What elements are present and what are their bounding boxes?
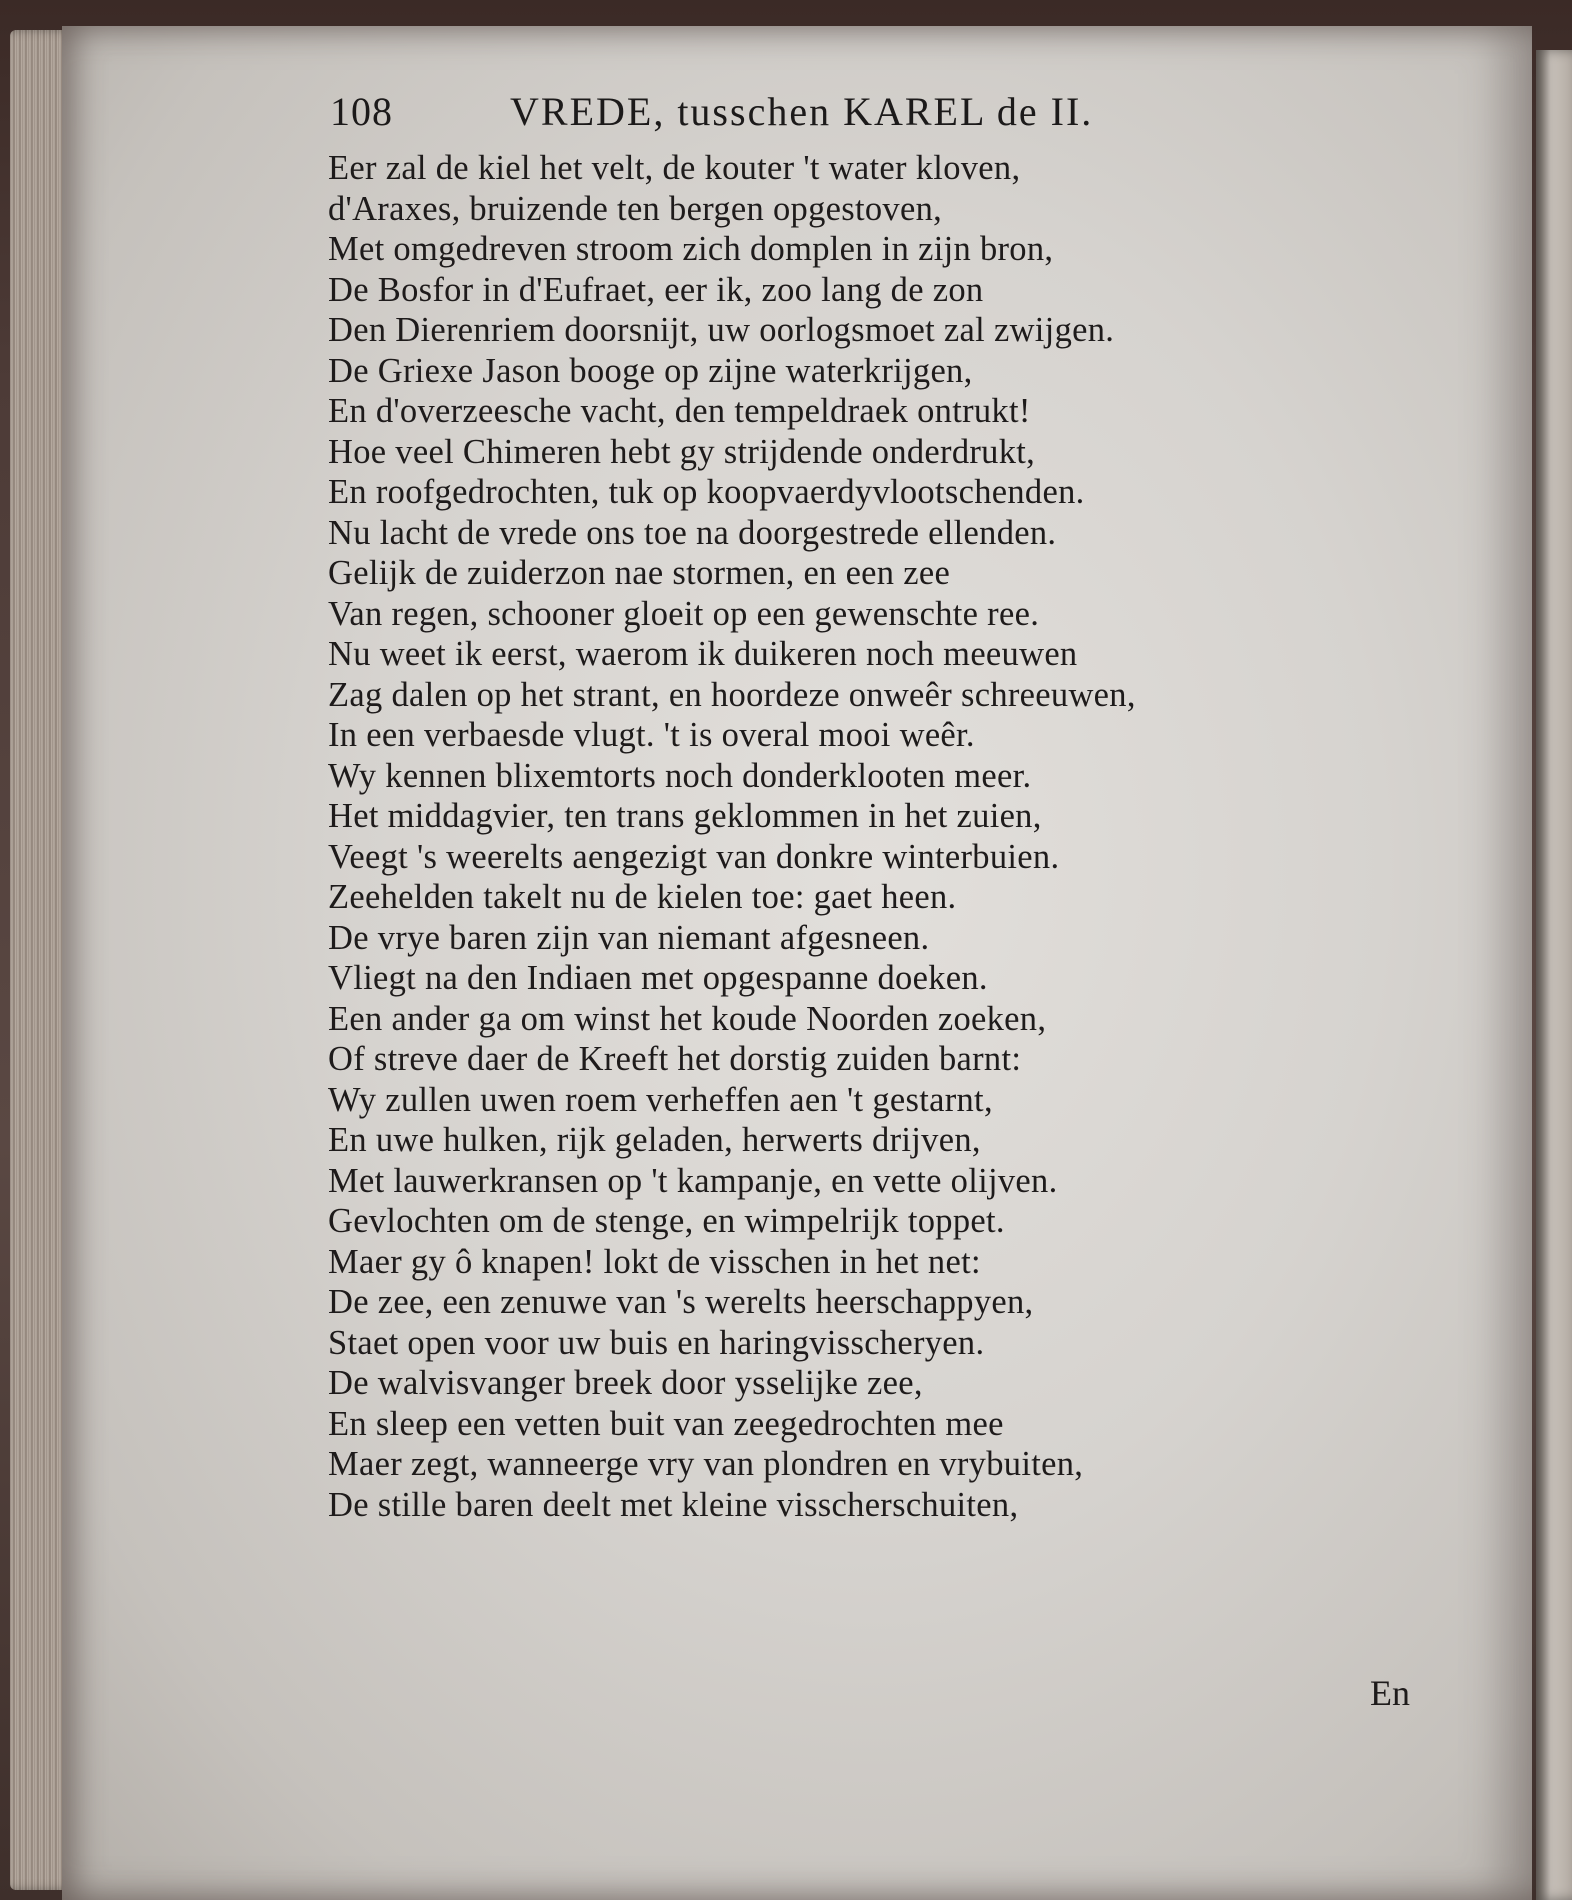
poem-line: De vrye baren zijn van niemant afgesneen. (328, 918, 930, 957)
poem-line: En d'overzeesche vacht, den tempeldraek ontrukt! (328, 392, 1031, 430)
poem-line: Staet open voor uw buis en haringvisscheryen. (328, 1323, 985, 1362)
poem-line: Het middagvier, ten trans geklommen in het zuien, (328, 797, 1042, 835)
poem-line: De stille baren deelt met kleine visscherschuiten, (328, 1485, 1019, 1524)
poem-line: De Bosfor in d'Eufraet, eer ik, zoo lang de zon (328, 270, 984, 309)
poem-line: Vliegt na den Indiaen met opgespanne doeken. (328, 959, 988, 997)
poem-line: Gelijk de zuiderzon nae stormen, en een zee (328, 554, 951, 592)
poem-line: In een verbaesde vlugt. 't is overal mooi weêr. (328, 716, 975, 754)
poem-line: Of streve daer de Kreeft het dorstig zuiden barnt: (328, 1040, 1022, 1078)
poem-line: Nu weet ik eerst, waerom ik duikeren noch meeuwen (328, 635, 1078, 673)
poem-line: Wy kennen blixemtorts noch donderklooten meer. (328, 756, 1032, 795)
poem-line: Den Dierenriem doorsnijt, uw oorlogsmoet zal zwijgen. (328, 311, 1115, 349)
poem-line: Met omgedreven stroom zich domplen in zijn bron, (328, 230, 1054, 268)
poem-line: Hoe veel Chimeren hebt gy strijdende onderdrukt, (328, 432, 1036, 471)
poem-line: Maer zegt, wanneerge vry van plondren en vrybuiten, (328, 1445, 1084, 1483)
poem-text (328, 148, 1328, 1525)
poem-line: Wy zullen uwen roem verheffen aen 't gestarnt, (328, 1080, 993, 1119)
poem-line: Gevlochten om de stenge, en wimpelrijk toppet. (328, 1202, 1005, 1240)
poem-line: Van regen, schooner gloeit op een gewenschte ree. (328, 594, 1040, 633)
poem-line: Nu lacht de vrede ons toe na doorgestrede ellenden. (328, 513, 1057, 552)
page-number: 108 (330, 89, 393, 134)
poem-line: Met lauwerkransen op 't kampanje, en vette olijven. (328, 1161, 1058, 1200)
running-title: VREDE, tusschen KAREL de II. (510, 89, 1094, 134)
poem-line: En sleep een vetten buit van zeegedrochten mee (328, 1404, 1004, 1443)
page-header (330, 88, 1260, 140)
poem-line: Veegt 's weerelts aengezigt van donkre winterbuien. (328, 837, 1060, 876)
poem-line: Eer zal de kiel het velt, de kouter 't water kloven, (328, 149, 1021, 187)
poem-line: De Griexe Jason booge op zijne waterkrijgen, (328, 351, 973, 390)
poem-line: Maer gy ô knapen! lokt de visschen in het net: (328, 1242, 981, 1281)
poem-line: d'Araxes, bruizende ten bergen opgestoven, (328, 189, 943, 228)
poem-line: Een ander ga om winst het koude Noorden zoeken, (328, 999, 1047, 1038)
facing-page-edge (1536, 50, 1572, 1900)
poem-line: Zag dalen op het strant, en hoordeze onweêr schreeuwen, (328, 675, 1136, 714)
catchword: En (1370, 1673, 1410, 1713)
poem-line: En roofgedrochten, tuk op koopvaerdyvlootschenden. (328, 473, 1085, 511)
poem-line: En uwe hulken, rijk geladen, herwerts drijven, (328, 1121, 981, 1159)
poem-line: De zee, een zenuwe van 's werelts heerschappyen, (328, 1283, 1034, 1321)
poem-line: De walvisvanger breek door ysselijke zee, (328, 1364, 923, 1402)
poem-line: Zeehelden takelt nu de kielen toe: gaet heen. (328, 878, 957, 916)
